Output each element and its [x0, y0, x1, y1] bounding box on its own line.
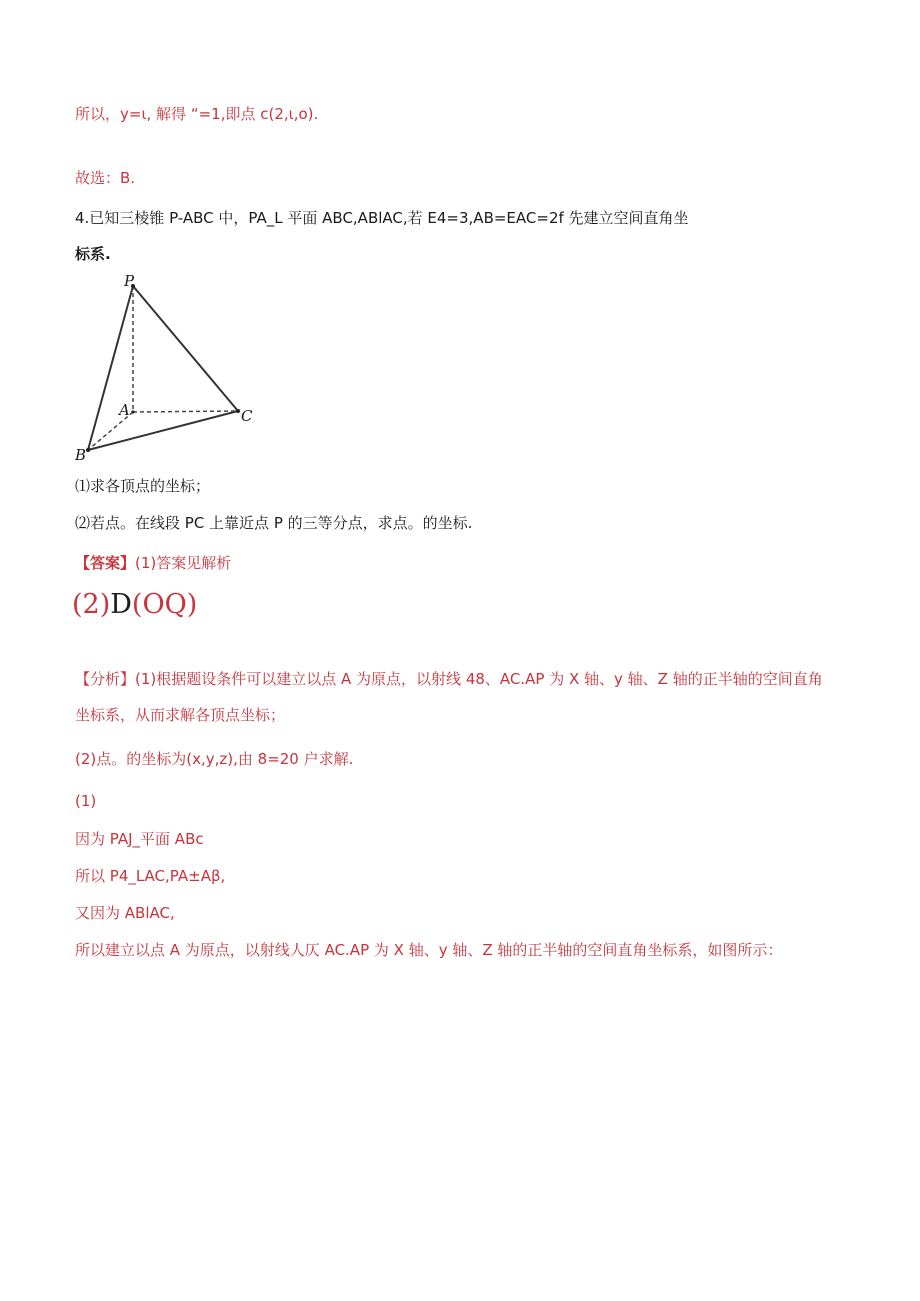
subquestion-2: ⑵若点。在线段 PC 上靠近点 P 的三等分点，求点。的坐标.: [75, 514, 473, 532]
solution-line-choice: 故选：B.: [75, 169, 136, 187]
answer-part-2-index: (2): [72, 589, 111, 620]
vertex-label-a: A: [119, 401, 130, 419]
answer-part-2-coords: (OQ): [131, 589, 198, 620]
solution-step-label: (1): [75, 792, 97, 810]
solution-step-3: 又因为 ABlAC,: [75, 904, 175, 922]
analysis-line-2: 坐标系，从而求解各顶点坐标；: [75, 706, 286, 724]
answer-part-1: (1)答案见解析: [135, 554, 232, 572]
edge-ac: [133, 411, 238, 412]
analysis-line-3: (2)点。的坐标为(x,y,z),由 8=20 户求解.: [75, 750, 354, 768]
analysis-line-1: 【分析】(1)根据题设条件可以建立以点 A 为原点，以射线 48、AC.AP 为 X 轴、y 轴、Z 轴的正半轴的空间直角: [75, 670, 823, 688]
vertex-label-b: B: [75, 446, 87, 464]
subquestion-1: ⑴求各顶点的坐标；: [75, 477, 211, 495]
question-4-text-cont: 标系.: [75, 245, 111, 263]
solution-line-result: 所以，y=ι, 解得 “=1,即点 c(2,ι,o).: [75, 105, 319, 123]
solution-step-4: 所以建立以点 A 为原点，以射线人仄 AC.AP 为 X 轴、y 轴、Z 轴的正半轴的空间直角坐标系，如图所示：: [75, 941, 783, 959]
answer-line-2: [72, 588, 197, 622]
answer-tag: 【答案】: [75, 554, 136, 572]
question-4-text: 4.已知三棱锥 P-ABC 中，PA_L 平面 ABC,ABlAC,若 E4=3,AB=EAC=2f 先建立空间直角坐: [75, 209, 689, 227]
edge-pc: [133, 286, 238, 411]
vertex-label-c: C: [241, 407, 253, 425]
tetrahedron-figure: [75, 272, 265, 467]
edge-pb: [88, 286, 133, 450]
solution-step-2: 所以 P4_LAC,PA±Aβ,: [75, 867, 226, 885]
answer-part-2-point: D: [110, 589, 132, 620]
vertex-label-p: P: [124, 272, 135, 290]
answer-line-1: [75, 553, 231, 573]
solution-step-1: 因为 PAJ_平面 ABc: [75, 830, 204, 848]
